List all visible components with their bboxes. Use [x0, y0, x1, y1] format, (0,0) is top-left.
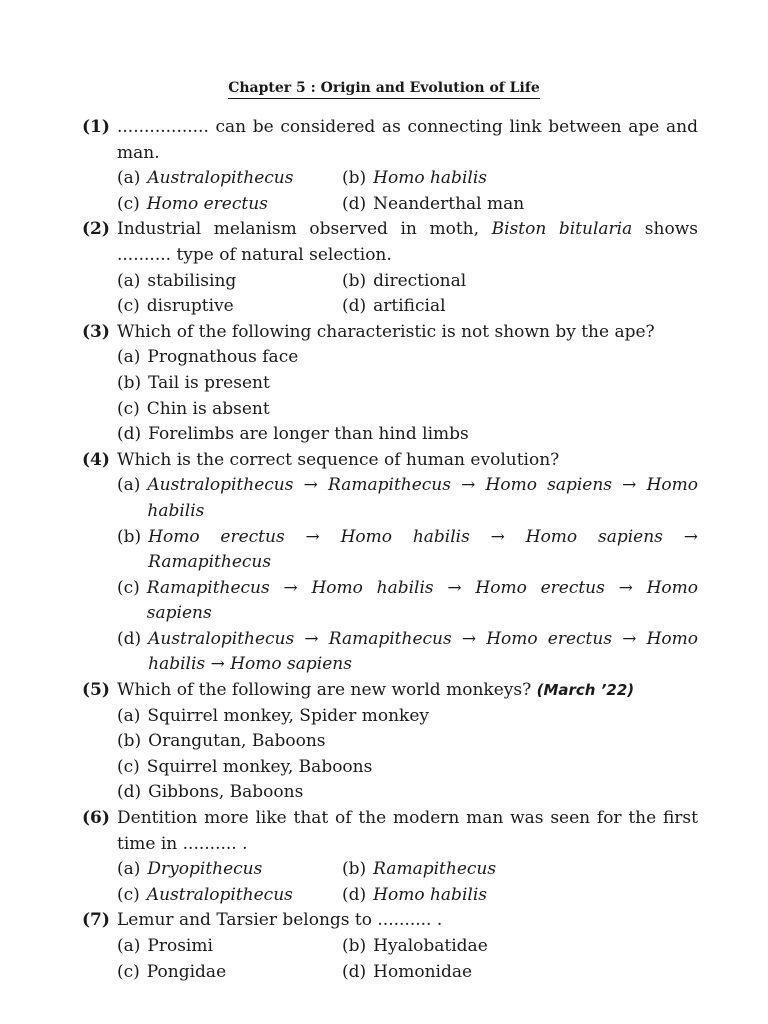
- answer-option: [342, 883, 662, 909]
- italic-text: Ramapithecus: [146, 577, 270, 598]
- option-text: [147, 704, 698, 730]
- text-run: →: [269, 577, 312, 598]
- text-run: Industrial melanism observed in moth,: [117, 219, 492, 240]
- text-run: directional: [373, 270, 467, 291]
- answer-option: [342, 269, 662, 295]
- italic-text: Homo habilis: [148, 628, 699, 675]
- italic-text: Homo habilis: [373, 884, 487, 905]
- answer-option: [117, 934, 342, 960]
- option-label: (d): [117, 424, 142, 445]
- option-list: [117, 345, 698, 447]
- text-run: disruptive: [146, 296, 234, 317]
- italic-text: Homo sapiens: [525, 526, 663, 547]
- question-item: [82, 806, 698, 908]
- question-number: (6): [82, 808, 110, 829]
- option-text: [373, 294, 662, 320]
- text-run: shows .......... type of natural selection.: [117, 219, 698, 265]
- italic-text: Homo habilis: [311, 577, 434, 598]
- italic-text: Homo habilis: [340, 526, 470, 547]
- option-text: [147, 960, 342, 986]
- italic-text: Homo habilis: [373, 168, 487, 189]
- text-run: Orangutan, Baboons: [148, 731, 326, 752]
- question-item: [82, 908, 698, 985]
- text-run: Squirrel monkey, Baboons: [146, 756, 373, 777]
- italic-text: Homo sapiens: [230, 654, 352, 675]
- option-text: [148, 627, 698, 678]
- option-text: [147, 473, 698, 524]
- text-run: Dentition more like that of the modern man was seen for the first time in .......... .: [117, 808, 698, 854]
- answer-option: [117, 166, 342, 192]
- text-run: Gibbons, Baboons: [148, 782, 304, 803]
- option-list: [117, 704, 698, 806]
- text-run: artificial: [373, 296, 446, 317]
- text-run: →: [451, 628, 487, 649]
- text-run: Prosimi: [147, 936, 213, 956]
- question-stem: [117, 806, 698, 857]
- option-list: [117, 934, 698, 985]
- option-label: (a): [117, 347, 141, 368]
- option-label: (b): [117, 731, 142, 752]
- option-label: (a): [117, 270, 141, 291]
- text-run: stabilising: [147, 270, 237, 291]
- option-text: [148, 780, 698, 806]
- exam-reference: (March ’22): [536, 681, 635, 700]
- text-run: →: [469, 526, 526, 547]
- answer-option: [117, 883, 342, 909]
- answer-option: [117, 960, 342, 986]
- option-list: [117, 269, 698, 320]
- italic-text: Australopithecus: [147, 475, 294, 496]
- option-text: [373, 857, 662, 883]
- option-label: (c): [117, 961, 140, 982]
- page-title: [0, 80, 768, 99]
- question-stem: [117, 217, 698, 268]
- answer-option: [342, 934, 662, 960]
- question-number: (3): [82, 321, 110, 342]
- answer-option: [117, 755, 698, 781]
- text-run: Lemur and Tarsier belongs to .......... .: [117, 910, 443, 931]
- option-text: [148, 729, 698, 755]
- italic-text: Ramapithecus: [328, 475, 451, 496]
- italic-text: Homo erectus: [146, 193, 268, 214]
- text-run: →: [293, 475, 329, 496]
- option-text: [147, 883, 342, 909]
- option-text: [147, 345, 698, 371]
- option-text: [373, 934, 662, 960]
- option-text: [147, 192, 342, 218]
- text-run: →: [450, 475, 486, 496]
- answer-option: [342, 192, 662, 218]
- option-text: [147, 269, 342, 295]
- text-run: Pongidae: [146, 961, 227, 982]
- text-run: Prognathous face: [147, 347, 299, 368]
- text-run: Which is the correct sequence of human evolution?: [117, 449, 560, 470]
- question-stem: [117, 115, 698, 166]
- answer-option: [117, 780, 698, 806]
- option-text: [147, 166, 342, 192]
- answer-option: [117, 192, 342, 218]
- option-label: (a): [117, 936, 141, 956]
- answer-option: [117, 473, 698, 524]
- option-label: (b): [342, 936, 367, 956]
- option-text: [373, 269, 662, 295]
- option-text: [147, 857, 342, 883]
- question-item: [82, 678, 698, 806]
- option-text: [147, 576, 698, 627]
- italic-text: Biston bitularia: [491, 219, 633, 240]
- question-item: [82, 320, 698, 448]
- question-number: (5): [82, 680, 110, 701]
- answer-option: [117, 345, 698, 371]
- option-label: (a): [117, 168, 141, 189]
- text-run: Tail is present: [148, 372, 270, 393]
- option-label: (b): [342, 168, 367, 189]
- answer-option: [117, 576, 698, 627]
- question-item: [82, 448, 698, 678]
- option-text: [147, 755, 698, 781]
- option-list: [117, 857, 698, 908]
- answer-option: [342, 294, 662, 320]
- option-text: [147, 294, 342, 320]
- answer-option: [117, 269, 342, 295]
- answer-option: [342, 960, 662, 986]
- text-run: →: [612, 628, 647, 649]
- answer-option: [117, 422, 698, 448]
- option-text: [373, 883, 662, 909]
- answer-option: [117, 294, 342, 320]
- option-label: (b): [117, 372, 142, 393]
- question-stem: [117, 448, 698, 474]
- option-text: [147, 934, 342, 960]
- italic-text: Australopithecus: [148, 628, 295, 649]
- question-number: (4): [82, 449, 110, 470]
- option-list: [117, 473, 698, 678]
- option-label: (a): [117, 475, 141, 496]
- text-run: Homonidae: [373, 961, 473, 982]
- question-item: [82, 115, 698, 217]
- option-label: (b): [342, 270, 367, 291]
- answer-option: [117, 525, 698, 576]
- question-stem: [117, 908, 698, 934]
- text-run: Squirrel monkey, Spider monkey: [147, 705, 430, 726]
- option-label: (d): [342, 193, 367, 214]
- text-run: Which of the following characteristic is not shown by the ape?: [117, 321, 655, 342]
- italic-text: Ramapithecus: [328, 628, 452, 649]
- text-run: →: [294, 628, 329, 649]
- text-run: →: [205, 654, 231, 675]
- italic-text: Dryopithecus: [147, 859, 263, 880]
- option-label: (c): [117, 398, 140, 419]
- question-number: (1): [82, 117, 110, 137]
- option-text: [373, 166, 662, 192]
- text-run: Forelimbs are longer than hind limbs: [148, 424, 469, 445]
- italic-text: Homo erectus: [486, 628, 613, 649]
- italic-text: Homo sapiens: [146, 577, 699, 624]
- option-label: (c): [117, 884, 140, 905]
- option-text: [148, 422, 698, 448]
- option-text: [373, 960, 662, 986]
- italic-text: Homo erectus: [148, 526, 285, 547]
- option-label: (c): [117, 577, 140, 598]
- italic-text: Homo erectus: [475, 577, 605, 598]
- answer-option: [117, 729, 698, 755]
- text-run: →: [662, 526, 698, 547]
- italic-text: Homo habilis: [147, 475, 699, 521]
- answer-option: [117, 371, 698, 397]
- question-list: [82, 115, 698, 985]
- option-label: (a): [117, 859, 141, 880]
- option-label: (b): [342, 859, 367, 880]
- option-label: (d): [342, 961, 367, 982]
- answer-option: [117, 627, 698, 678]
- answer-option: [117, 397, 698, 423]
- option-label: (c): [117, 756, 140, 777]
- question-item: [82, 217, 698, 319]
- text-run: →: [284, 526, 341, 547]
- question-number: (7): [82, 910, 110, 931]
- text-run: →: [612, 475, 647, 496]
- option-label: (a): [117, 705, 141, 726]
- option-label: (d): [342, 884, 367, 905]
- option-label: (b): [117, 526, 142, 547]
- option-label: (d): [117, 782, 142, 803]
- option-text: [148, 371, 698, 397]
- answer-option: [342, 166, 662, 192]
- text-run: Chin is absent: [146, 398, 270, 419]
- option-text: [148, 525, 698, 576]
- italic-text: Ramapithecus: [148, 552, 272, 573]
- answer-option: [117, 857, 342, 883]
- italic-text: Australopithecus: [147, 168, 294, 189]
- question-stem: [117, 678, 698, 704]
- italic-text: Ramapithecus: [373, 859, 497, 880]
- option-label: (d): [342, 296, 367, 317]
- answer-option: [342, 857, 662, 883]
- option-label: (c): [117, 296, 140, 317]
- question-number: (2): [82, 219, 110, 240]
- text-run: Hyalobatidae: [373, 936, 488, 956]
- italic-text: Australopithecus: [146, 884, 293, 905]
- text-run: ................. can be considered as connecting link between ape and man.: [117, 117, 698, 163]
- text-run: Neanderthal man: [373, 193, 525, 214]
- text-run: →: [604, 577, 647, 598]
- option-text: [147, 397, 698, 423]
- option-text: [373, 192, 662, 218]
- option-label: (d): [117, 628, 142, 649]
- chapter-title: Chapter 5 : Origin and Evolution of Life: [228, 80, 540, 99]
- text-run: →: [433, 577, 476, 598]
- italic-text: Homo sapiens: [485, 475, 613, 496]
- answer-option: [117, 704, 698, 730]
- option-list: [117, 166, 698, 217]
- option-label: (c): [117, 193, 140, 214]
- question-stem: [117, 320, 698, 346]
- text-run: Which of the following are new world monkeys?: [117, 680, 537, 701]
